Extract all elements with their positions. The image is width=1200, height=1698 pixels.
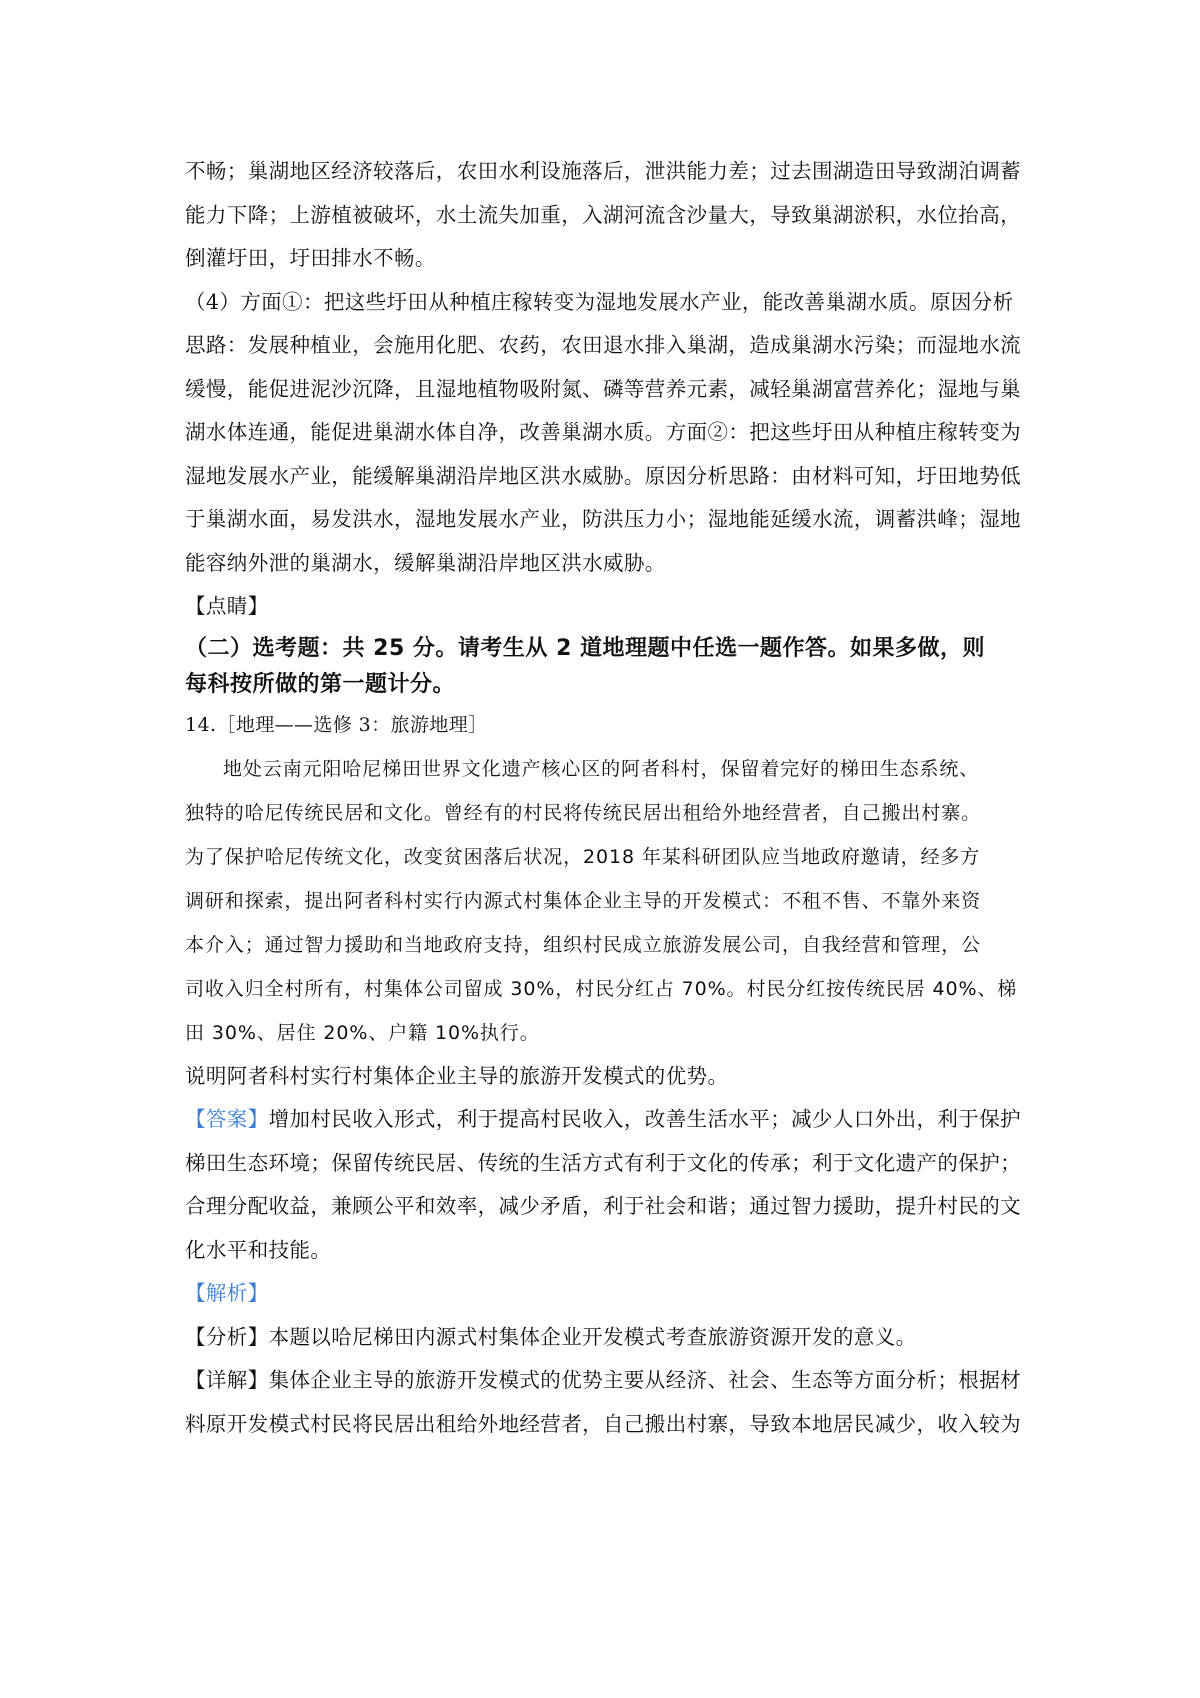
material-line: 调研和探索，提出阿者科村实行内源式村集体企业主导的开发模式：不租不售、不靠外来资 <box>185 889 982 912</box>
fenxi-text: 本题以哈尼梯田内源式村集体企业开发模式考查旅游资源开发的意义。 <box>268 1324 917 1349</box>
material-line: 为了保护哈尼传统文化，改变贫困落后状况，2018 年某科研团队应当地政府邀请，经多方 <box>185 845 981 868</box>
xiangjie-line <box>185 1359 1028 1403</box>
text-line: 于巢湖水面，易发洪水，湿地发展水产业，防洪压力小；湿地能延缓水流，调蓄洪峰；湿地 <box>185 507 1021 531</box>
material-line: 独特的哈尼传统民居和文化。曾经有的村民将传统民居出租给外地经营者，自己搬出村寨。 <box>185 801 982 824</box>
answer-line: 梯田生态环境；保留传统民居、传统的生活方式有利于文化的传承；利于文化遗产的保护； <box>185 1150 1021 1175</box>
document-page <box>185 150 1028 1446</box>
material-line: 地处云南元阳哈尼梯田世界文化遗产核心区的阿者科村，保留着完好的梯田生态系统、 <box>223 757 980 780</box>
text-line: 能力下降；上游植被破坏，水土流失加重，入湖河流含沙量大，导致巢湖淤积，水位抬高， <box>185 202 1021 227</box>
text-line: 湖水体连通，能促进巢湖水体自净，改善巢湖水质。方面②：把这些圩田从种植庄稼转变为 <box>185 420 1021 444</box>
xiangjie-block <box>185 1359 1028 1446</box>
paragraph-continued <box>185 150 1028 281</box>
answer-part-4 <box>185 281 1028 586</box>
material-line: 司收入归全村所有，村集体公司留成 30%，村民分红占 70%。村民分红按传统民居 40%、梯 <box>185 977 1018 1000</box>
text-line: 能容纳外泄的巢湖水，缓解巢湖沿岸地区洪水威胁。 <box>185 550 666 575</box>
text-line: （4）方面①：把这些圩田从种植庄稼转变为湿地发展水产业，能改善巢湖水质。原因分析 <box>185 289 1014 314</box>
xiangjie-label: 【详解】 <box>185 1368 269 1392</box>
xiangjie-text: 集体企业主导的旅游开发模式的优势主要从经济、社会、生态等方面分析；根据材 <box>268 1368 1022 1392</box>
text-line: 湿地发展水产业，能缓解巢湖沿岸地区洪水威胁。原因分析思路：由材料可知，圩田地势低 <box>185 463 1021 488</box>
material-line: 本介入；通过智力援助和当地政府支持，组织村民成立旅游发展公司，自我经营和管理，公 <box>185 933 982 956</box>
answer-block <box>185 1098 1028 1272</box>
xiangjie-line: 料原开发模式村民将民居出租给外地经营者，自己搬出村寨，导致本地居民减少，收入较为 <box>185 1411 1021 1436</box>
fenxi-line <box>185 1316 1028 1360</box>
dianjing-label: 【点睛】 <box>185 594 269 618</box>
text-line: 不畅；巢湖地区经济较落后，农田水利设施落后，泄洪能力差；过去围湖造田导致湖泊调蓄 <box>185 159 1021 183</box>
answer-text: 增加村民收入形式，利于提高村民收入，改善生活水平；减少人口外出，利于保护 <box>268 1107 1022 1131</box>
answer-line <box>185 1098 1028 1142</box>
text-line: 思路：发展种植业，会施用化肥、农药，农田退水排入巢湖，造成巢湖水污染；而湿地水流 <box>185 333 1021 357</box>
material-block <box>185 747 1028 1055</box>
material-line: 田 30%、居住 20%、户籍 10%执行。 <box>185 1021 540 1044</box>
answer-line: 化水平和技能。 <box>185 1237 332 1262</box>
text-line: 缓慢，能促进泥沙沉降，且湿地植物吸附氮、磷等营养元素，减轻巢湖富营养化；湿地与巢 <box>185 376 1021 401</box>
question-title: 14.［地理——选修 3：旅游地理］ <box>185 713 488 736</box>
text-line: 倒灌圩田，圩田排水不畅。 <box>185 246 436 270</box>
section-heading-line: 每科按所做的第一题计分。 <box>185 671 456 697</box>
jiexi-label: 【解析】 <box>185 1281 269 1305</box>
section-heading <box>185 631 1028 703</box>
answer-label: 【答案】 <box>185 1107 269 1131</box>
fenxi-label: 【分析】 <box>185 1324 269 1349</box>
answer-line: 合理分配收益，兼顾公平和效率，减少矛盾，利于社会和谐；通过智力援助，提升村民的文 <box>185 1194 1021 1218</box>
section-heading-line: （二）选考题：共 25 分。请考生从 2 道地理题中任选一题作答。如果多做，则 <box>185 635 986 661</box>
question-text: 说明阿者科村实行村集体企业主导的旅游开发模式的优势。 <box>185 1063 729 1088</box>
